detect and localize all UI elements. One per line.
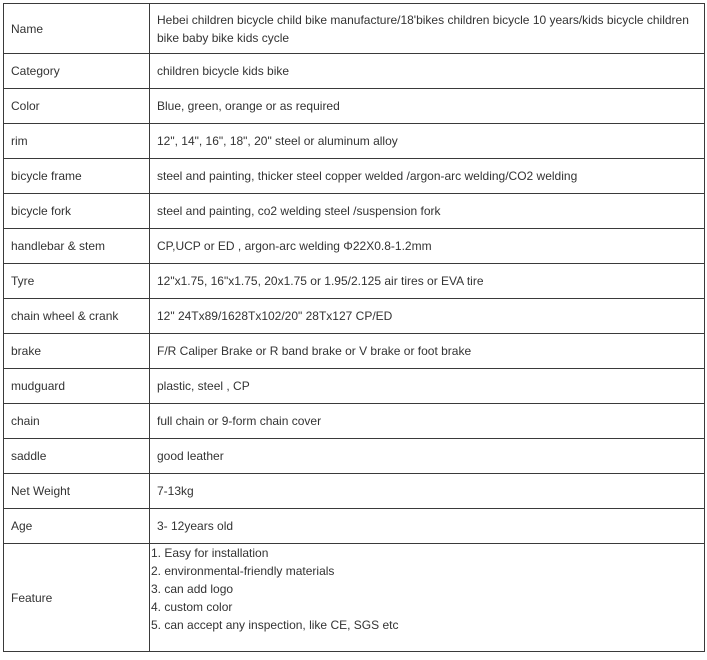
spec-row-mudguard	[4, 369, 705, 404]
spec-row-chain	[4, 404, 705, 439]
spec-label: Color	[4, 89, 150, 124]
spec-value: good leather	[150, 439, 705, 474]
spec-label: Age	[4, 509, 150, 544]
feature-item: 2. environmental-friendly materials	[151, 564, 335, 578]
product-spec-table	[3, 3, 705, 652]
spec-label: chain wheel & crank	[4, 299, 150, 334]
spec-row-name	[4, 4, 705, 54]
spec-label: brake	[4, 334, 150, 369]
feature-item: 4. custom color	[151, 600, 233, 614]
spec-row-handlebar-stem	[4, 229, 705, 264]
spec-value: 12" 24Tx89/1628Tx102/20" 28Tx127 CP/ED	[150, 299, 705, 334]
spec-value: 12"x1.75, 16"x1.75, 20x1.75 or 1.95/2.125 air tires or EVA tire	[150, 264, 705, 299]
spec-label: chain	[4, 404, 150, 439]
spec-row-category	[4, 54, 705, 89]
spec-label: Feature	[4, 544, 150, 652]
spec-row-color	[4, 89, 705, 124]
spec-label: Name	[4, 4, 150, 54]
feature-list	[150, 544, 705, 652]
spec-row-chain-wheel-crank	[4, 299, 705, 334]
feature-item: 3. can add logo	[151, 582, 234, 596]
spec-value: steel and painting, thicker steel copper welded /argon-arc welding/CO2 welding	[150, 159, 705, 194]
spec-row-bicycle-frame	[4, 159, 705, 194]
spec-row-brake	[4, 334, 705, 369]
spec-row-feature	[4, 544, 705, 652]
spec-value: Blue, green, orange or as required	[150, 89, 705, 124]
spec-value: 3- 12years old	[150, 509, 705, 544]
spec-value: 12", 14", 16", 18", 20" steel or aluminum alloy	[150, 124, 705, 159]
spec-row-bicycle-fork	[4, 194, 705, 229]
spec-value: full chain or 9-form chain cover	[150, 404, 705, 439]
spec-label: rim	[4, 124, 150, 159]
spec-value: children bicycle kids bike	[150, 54, 705, 89]
spec-label: saddle	[4, 439, 150, 474]
spec-value: steel and painting, co2 welding steel /suspension fork	[150, 194, 705, 229]
spec-label: Net Weight	[4, 474, 150, 509]
spec-label: handlebar & stem	[4, 229, 150, 264]
spec-value: Hebei children bicycle child bike manufacture/18'bikes children bicycle 10 years/kids bicycle children bike baby bike kids cycle	[150, 4, 705, 54]
spec-row-saddle	[4, 439, 705, 474]
spec-value: F/R Caliper Brake or R band brake or V brake or foot brake	[150, 334, 705, 369]
feature-item: 1. Easy for installation	[151, 546, 269, 560]
feature-item: 5. can accept any inspection, like CE, SGS etc	[151, 618, 399, 632]
spec-row-rim	[4, 124, 705, 159]
spec-label: bicycle fork	[4, 194, 150, 229]
spec-value: CP,UCP or ED , argon-arc welding Φ22X0.8-1.2mm	[150, 229, 705, 264]
spec-label: Tyre	[4, 264, 150, 299]
spec-row-tyre	[4, 264, 705, 299]
spec-value: plastic, steel , CP	[150, 369, 705, 404]
spec-label: mudguard	[4, 369, 150, 404]
spec-row-net-weight	[4, 474, 705, 509]
spec-value: 7-13kg	[150, 474, 705, 509]
spec-row-age	[4, 509, 705, 544]
spec-label: Category	[4, 54, 150, 89]
spec-label: bicycle frame	[4, 159, 150, 194]
